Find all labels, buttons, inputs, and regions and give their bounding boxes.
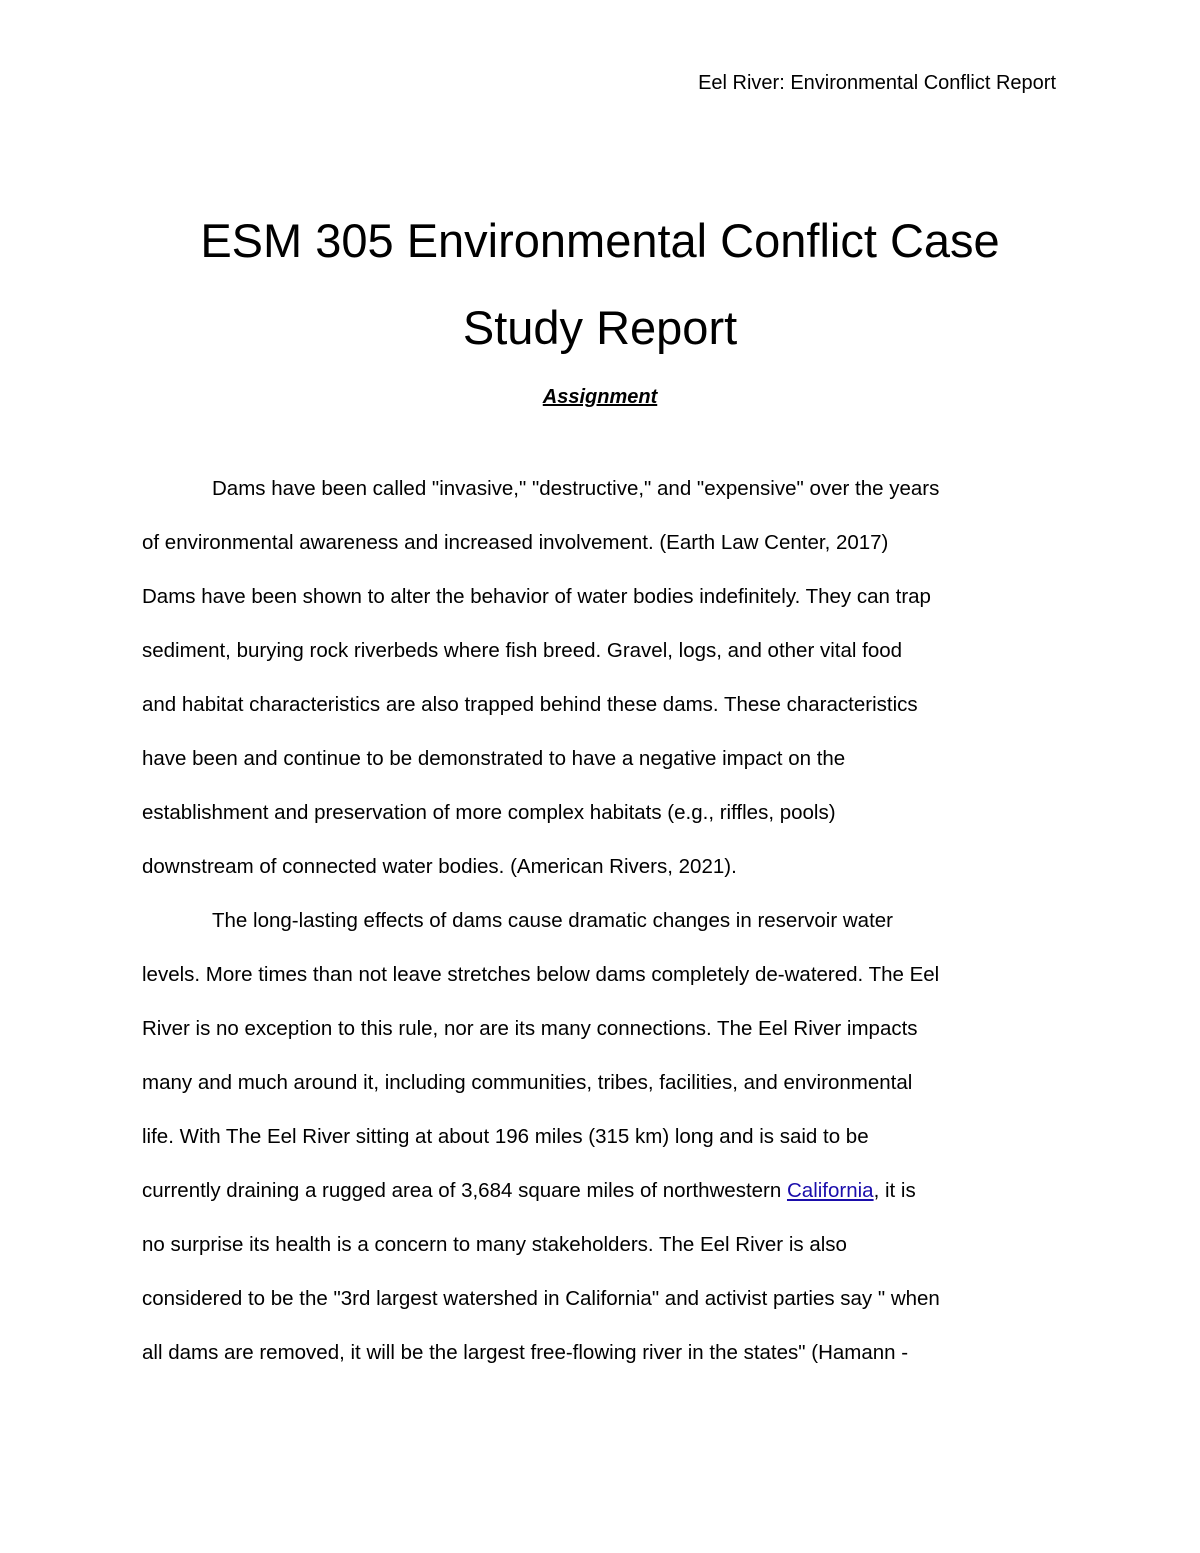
california-link[interactable]: California	[786, 1179, 874, 1202]
paragraph-1-line: downstream of connected water bodies. (American Rivers, 2021).	[142, 855, 737, 878]
paragraph-2-line: River is no exception to this rule, nor are its many connections. The Eel River impacts	[142, 1017, 918, 1040]
document-title-line-2: Study Report	[462, 301, 738, 354]
paragraph-1-line: Dams have been shown to alter the behavior of water bodies indefinitely. They can trap	[142, 585, 931, 608]
paragraph-1-line: have been and continue to be demonstrated to have a negative impact on the	[142, 747, 846, 770]
link-line-before: currently draining a rugged area of 3,684 square miles of northwestern	[142, 1179, 787, 1202]
paragraph-2-line: considered to be the "3rd largest watershed in California" and activist parties say " when	[142, 1287, 940, 1310]
body-text	[142, 462, 1058, 1380]
paragraph-2-line: many and much around it, including communities, tribes, facilities, and environmental	[142, 1071, 913, 1094]
paragraph-2-line: all dams are removed, it will be the largest free-flowing river in the states" (Hamann -	[142, 1341, 909, 1364]
paragraph-1-line: sediment, burying rock riverbeds where fish breed. Gravel, logs, and other vital food	[142, 639, 903, 662]
paragraph-1-line: and habitat characteristics are also trapped behind these dams. These characteristics	[142, 693, 918, 716]
paragraph-2-line-with-link	[142, 1164, 1058, 1218]
paragraph-2-line: life. With The Eel River sitting at about 196 miles (315 km) long and is said to be	[142, 1125, 869, 1148]
document-title-line-1: ESM 305 Environmental Conflict Case	[200, 214, 1000, 267]
paragraph-2-line: levels. More times than not leave stretches below dams completely de-watered. The Eel	[142, 963, 940, 986]
section-heading-assignment: Assignment	[542, 386, 658, 408]
paragraph-1-line: of environmental awareness and increased involvement. (Earth Law Center, 2017)	[142, 531, 889, 554]
link-line-after: , it is	[873, 1179, 916, 1202]
paragraph-2-line: no surprise its health is a concern to many stakeholders. The Eel River is also	[142, 1233, 847, 1256]
paragraph-1-line: establishment and preservation of more complex habitats (e.g., riffles, pools)	[142, 801, 836, 824]
document-title	[100, 197, 1100, 371]
running-header: Eel River: Environmental Conflict Report	[698, 72, 1056, 94]
paragraph-1-line: Dams have been called "invasive," "destructive," and "expensive" over the years	[212, 477, 940, 500]
paragraph-2-line: The long-lasting effects of dams cause dramatic changes in reservoir water	[212, 909, 894, 932]
